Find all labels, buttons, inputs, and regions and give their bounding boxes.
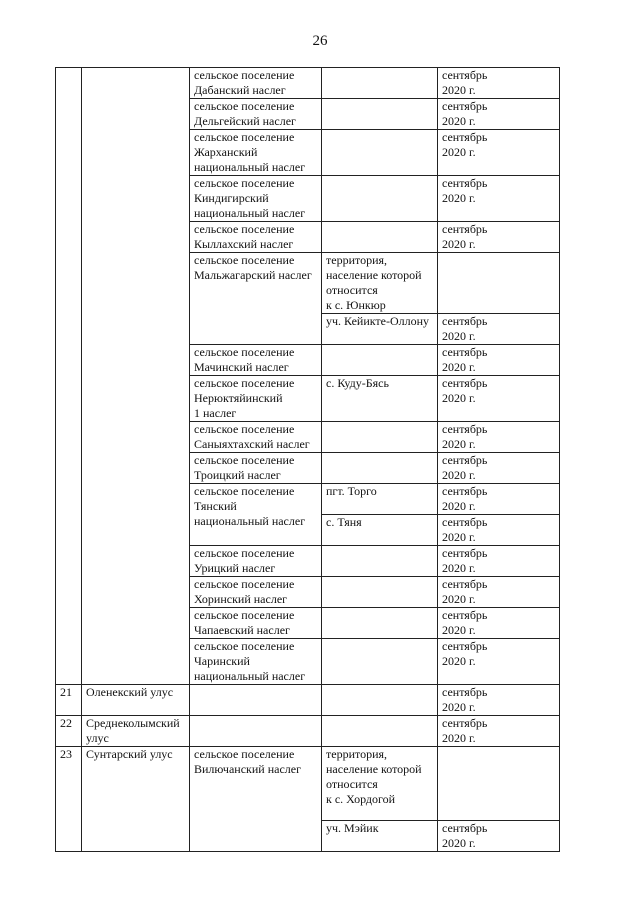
- settlement-cell: сельское поселение Хоринский наслег: [190, 577, 322, 608]
- ulus-cell: [82, 68, 190, 685]
- date-cell: сентябрь 2020 г.: [438, 376, 560, 422]
- settlement-cell: сельское поселение Тянский национальный наслег: [190, 484, 322, 546]
- date-cell: сентябрь 2020 г.: [438, 608, 560, 639]
- date-cell: сентябрь 2020 г.: [438, 99, 560, 130]
- table-row: [56, 685, 560, 716]
- date-cell: сентябрь 2020 г.: [438, 546, 560, 577]
- ulus-cell: Оленекский улус: [82, 685, 190, 716]
- territory-cell: [322, 716, 438, 747]
- date-cell: сентябрь 2020 г.: [438, 422, 560, 453]
- territory-cell: [322, 176, 438, 222]
- table-row: [56, 747, 560, 821]
- settlement-cell: сельское поселение Жарханский национальный наслег: [190, 130, 322, 176]
- settlement-cell: сельское поселение Кыллахский наслег: [190, 222, 322, 253]
- ulus-cell: Сунтарский улус: [82, 747, 190, 852]
- territory-cell: уч. Мэйик: [322, 821, 438, 852]
- row-number-cell: [56, 68, 82, 685]
- date-cell: сентябрь 2020 г.: [438, 577, 560, 608]
- ulus-cell: Среднеколымский улус: [82, 716, 190, 747]
- date-cell: сентябрь 2020 г.: [438, 130, 560, 176]
- date-cell: [438, 253, 560, 314]
- territory-cell: [322, 685, 438, 716]
- territory-cell: [322, 546, 438, 577]
- date-cell: сентябрь 2020 г.: [438, 716, 560, 747]
- territory-cell: [322, 99, 438, 130]
- territory-cell: [322, 608, 438, 639]
- date-cell: сентябрь 2020 г.: [438, 821, 560, 852]
- territory-cell: с. Тяня: [322, 515, 438, 546]
- territory-cell: [322, 422, 438, 453]
- date-cell: сентябрь 2020 г.: [438, 176, 560, 222]
- date-cell: сентябрь 2020 г.: [438, 515, 560, 546]
- territory-cell: территория, население которой относится к с. Юнкюр: [322, 253, 438, 314]
- territory-cell: территория, население которой относится к с. Хордогой: [322, 747, 438, 821]
- date-cell: [438, 747, 560, 821]
- table-row: [56, 68, 560, 99]
- territory-cell: [322, 345, 438, 376]
- date-cell: сентябрь 2020 г.: [438, 68, 560, 99]
- settlement-cell: сельское поселение Урицкий наслег: [190, 546, 322, 577]
- settlement-table: [55, 67, 560, 852]
- settlement-cell: сельское поселение Мальжагарский наслег: [190, 253, 322, 345]
- territory-cell: [322, 130, 438, 176]
- settlement-cell: сельское поселение Дабанский наслег: [190, 68, 322, 99]
- settlement-cell: сельское поселение Вилючанский наслег: [190, 747, 322, 852]
- row-number-cell: 21: [56, 685, 82, 716]
- settlement-cell: сельское поселение Чапаевский наслег: [190, 608, 322, 639]
- settlement-cell: сельское поселение Саныяхтахский наслег: [190, 422, 322, 453]
- table-row: [56, 716, 560, 747]
- territory-cell: [322, 68, 438, 99]
- date-cell: сентябрь 2020 г.: [438, 639, 560, 685]
- settlement-cell: сельское поселение Киндигирский национальный наслег: [190, 176, 322, 222]
- territory-cell: [322, 639, 438, 685]
- territory-cell: [322, 577, 438, 608]
- settlement-cell: [190, 716, 322, 747]
- territory-cell: пгт. Торго: [322, 484, 438, 515]
- settlement-cell: сельское поселение Чаринский национальный наслег: [190, 639, 322, 685]
- territory-cell: [322, 453, 438, 484]
- row-number-cell: 22: [56, 716, 82, 747]
- date-cell: сентябрь 2020 г.: [438, 453, 560, 484]
- settlement-cell: сельское поселение Мачинский наслег: [190, 345, 322, 376]
- date-cell: сентябрь 2020 г.: [438, 685, 560, 716]
- settlement-cell: сельское поселение Нерюктяйинский 1 наслег: [190, 376, 322, 422]
- settlement-cell: [190, 685, 322, 716]
- row-number-cell: 23: [56, 747, 82, 852]
- date-cell: сентябрь 2020 г.: [438, 222, 560, 253]
- territory-cell: уч. Кейикте-Оллону: [322, 314, 438, 345]
- page-number: 26: [312, 33, 328, 49]
- settlement-cell: сельское поселение Троицкий наслег: [190, 453, 322, 484]
- date-cell: сентябрь 2020 г.: [438, 314, 560, 345]
- territory-cell: [322, 222, 438, 253]
- territory-cell: с. Куду-Бясь: [322, 376, 438, 422]
- settlement-cell: сельское поселение Дельгейский наслег: [190, 99, 322, 130]
- date-cell: сентябрь 2020 г.: [438, 345, 560, 376]
- date-cell: сентябрь 2020 г.: [438, 484, 560, 515]
